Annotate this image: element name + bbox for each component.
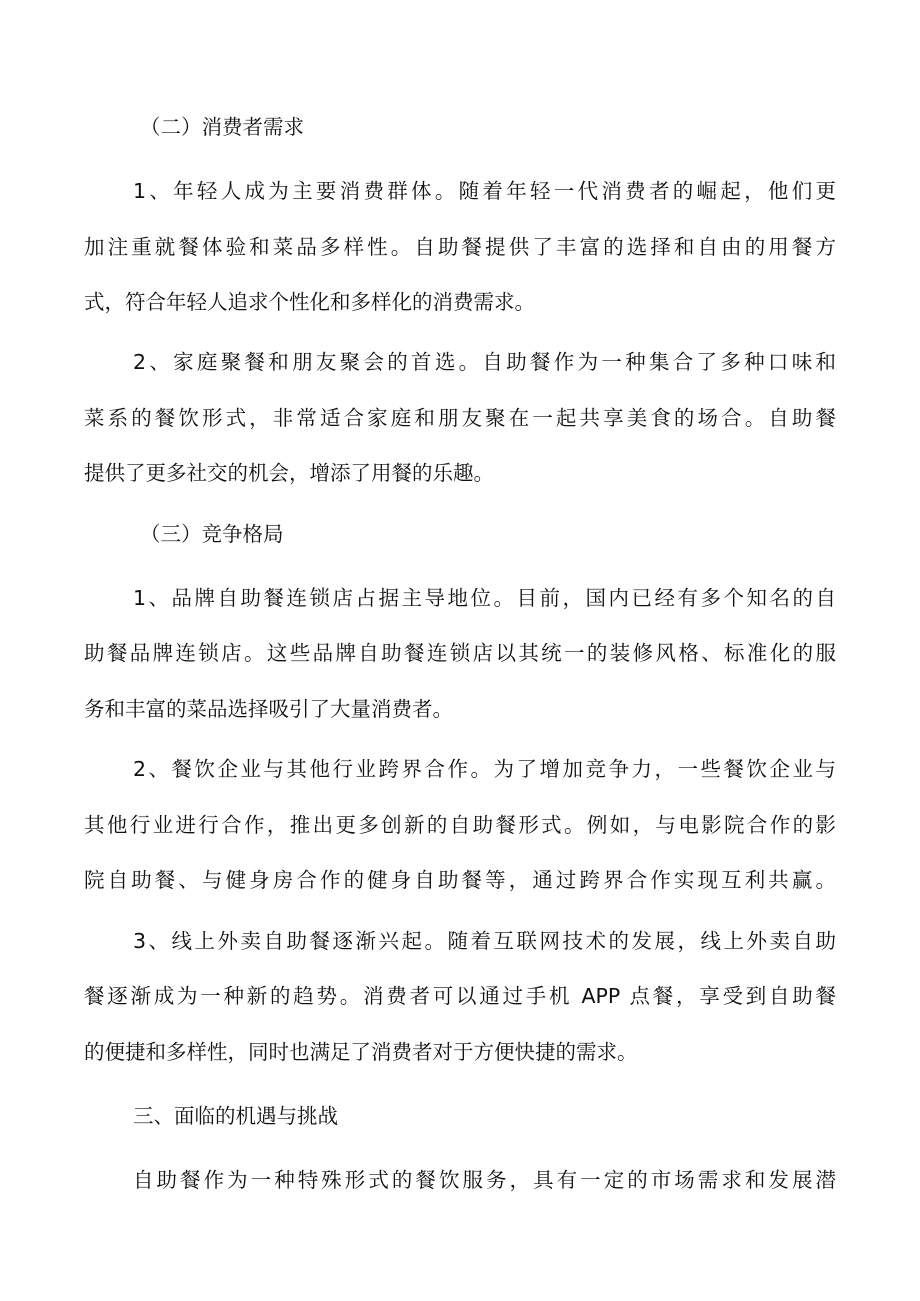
heading-competition: （三）竞争格局 <box>140 522 284 546</box>
paragraph-line: 2、家庭聚餐和朋友聚会的首选。自助餐作为一种集合了多种口味和 <box>133 350 836 374</box>
paragraph-line: 1、年轻人成为主要消费群体。随着年轻一代消费者的崛起，他们更 <box>133 179 836 203</box>
paragraph-line: 助餐品牌连锁店。这些品牌自助餐连锁店以其统一的装修风格、标准化的服 <box>84 641 836 665</box>
paragraph-line: 式，符合年轻人追求个性化和多样化的消费需求。 <box>84 290 535 314</box>
paragraph-line: 1、品牌自助餐连锁店占据主导地位。目前，国内已经有多个知名的自 <box>133 586 836 610</box>
heading-consumer-demand: （二）消费者需求 <box>140 115 304 139</box>
paragraph-line: 自助餐作为一种特殊形式的餐饮服务，具有一定的市场需求和发展潜 <box>133 1168 836 1192</box>
paragraph-line: 的便捷和多样性，同时也满足了消费者对于方便快捷的需求。 <box>84 1040 638 1064</box>
paragraph-line: 院自助餐、与健身房合作的健身自助餐等，通过跨界合作实现互利共赢。 <box>84 868 836 892</box>
paragraph-line: 务和丰富的菜品选择吸引了大量消费者。 <box>84 697 453 721</box>
paragraph-line: 3、线上外卖自助餐逐渐兴起。随着互联网技术的发展，线上外卖自助 <box>133 929 836 953</box>
paragraph-line: 菜系的餐饮形式，非常适合家庭和朋友聚在一起共享美食的场合。自助餐 <box>84 406 836 430</box>
paragraph-line: 提供了更多社交的机会，增添了用餐的乐趣。 <box>84 461 494 485</box>
paragraph-line: 加注重就餐体验和菜品多样性。自助餐提供了丰富的选择和自由的用餐方 <box>84 235 836 259</box>
paragraph-line: 2、餐饮企业与其他行业跨界合作。为了增加竞争力，一些餐饮企业与 <box>133 757 836 781</box>
paragraph-line: 其他行业进行合作，推出更多创新的自助餐形式。例如，与电影院合作的影 <box>84 813 836 837</box>
paragraph-line: 餐逐渐成为一种新的趋势。消费者可以通过手机 APP 点餐，享受到自助餐 <box>84 984 836 1008</box>
heading-opportunities-challenges: 三、面临的机遇与挑战 <box>133 1104 338 1128</box>
